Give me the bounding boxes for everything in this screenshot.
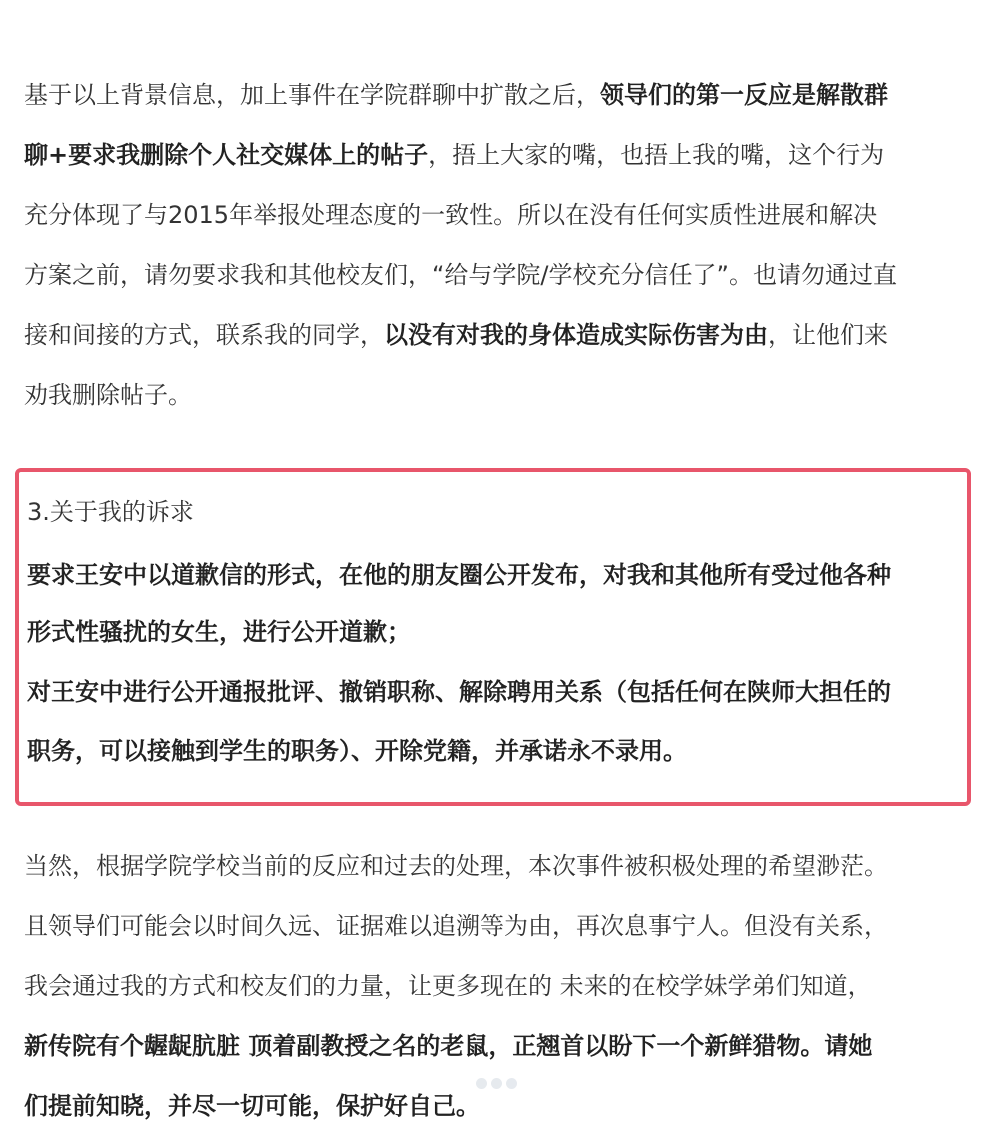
bold-text-span: 领导们的第一反应是解散群 <box>600 81 888 109</box>
text-span: 基于以上背景信息，加上事件在学院群聊中扩散之后， <box>24 81 600 109</box>
text-line <box>24 305 974 365</box>
paragraph-background <box>24 65 974 425</box>
text-line: 劝我删除帖子。 <box>24 381 192 409</box>
demand-line: 形式性骚扰的女生，进行公开道歉； <box>27 618 411 646</box>
text-line: 我会通过我的方式和校友们的力量，让更多现在的 未来的在校学妹学弟们知道， <box>24 972 872 1000</box>
text-line <box>24 65 974 125</box>
text-line: 充分体现了与2015年举报处理态度的一致性。所以在没有任何实质性进展和解决 <box>24 201 878 229</box>
text-span: ，让他们来 <box>768 321 888 349</box>
demand-line: 职务，可以接触到学生的职务）、开除党籍，并承诺永不录用。 <box>27 737 687 765</box>
faint-watermark-icon <box>476 1078 522 1092</box>
bold-text-span: 聊+要求我删除个人社交媒体上的帖子 <box>24 141 429 169</box>
text-span: 接和间接的方式，联系我的同学， <box>24 321 384 349</box>
bold-text-span: 以没有对我的身体造成实际伤害为由 <box>384 321 768 349</box>
text-line: 且领导们可能会以时间久远、证据难以追溯等为由，再次息事宁人。但没有关系， <box>24 912 888 940</box>
text-line <box>24 125 974 185</box>
text-line: 当然，根据学院学校当前的反应和过去的处理，本次事件被积极处理的希望渺茫。 <box>24 852 888 880</box>
demand-line: 要求王安中以道歉信的形式，在他的朋友圈公开发布，对我和其他所有受过他各种 <box>27 561 891 589</box>
bold-text-span: 们提前知晓，并尽一切可能，保护好自己。 <box>24 1092 480 1120</box>
text-line <box>24 1016 974 1076</box>
text-span: ，捂上大家的嘴，也捂上我的嘴，这个行为 <box>428 141 885 169</box>
demand-line: 对王安中进行公开通报批评、撤销职称、解除聘用关系（包括任何在陕师大担任的 <box>27 678 891 706</box>
demands-highlight-box <box>15 468 971 806</box>
bold-text-span: 新传院有个龌龊肮脏 顶着副教授之名的老鼠，正翘首以盼下一个新鲜猎物。请她 <box>24 1032 873 1060</box>
text-line: 方案之前，请勿要求我和其他校友们，“给与学院/学校充分信任了”。也请勿通过直 <box>24 261 897 289</box>
demands-title: 3.关于我的诉求 <box>27 498 194 526</box>
